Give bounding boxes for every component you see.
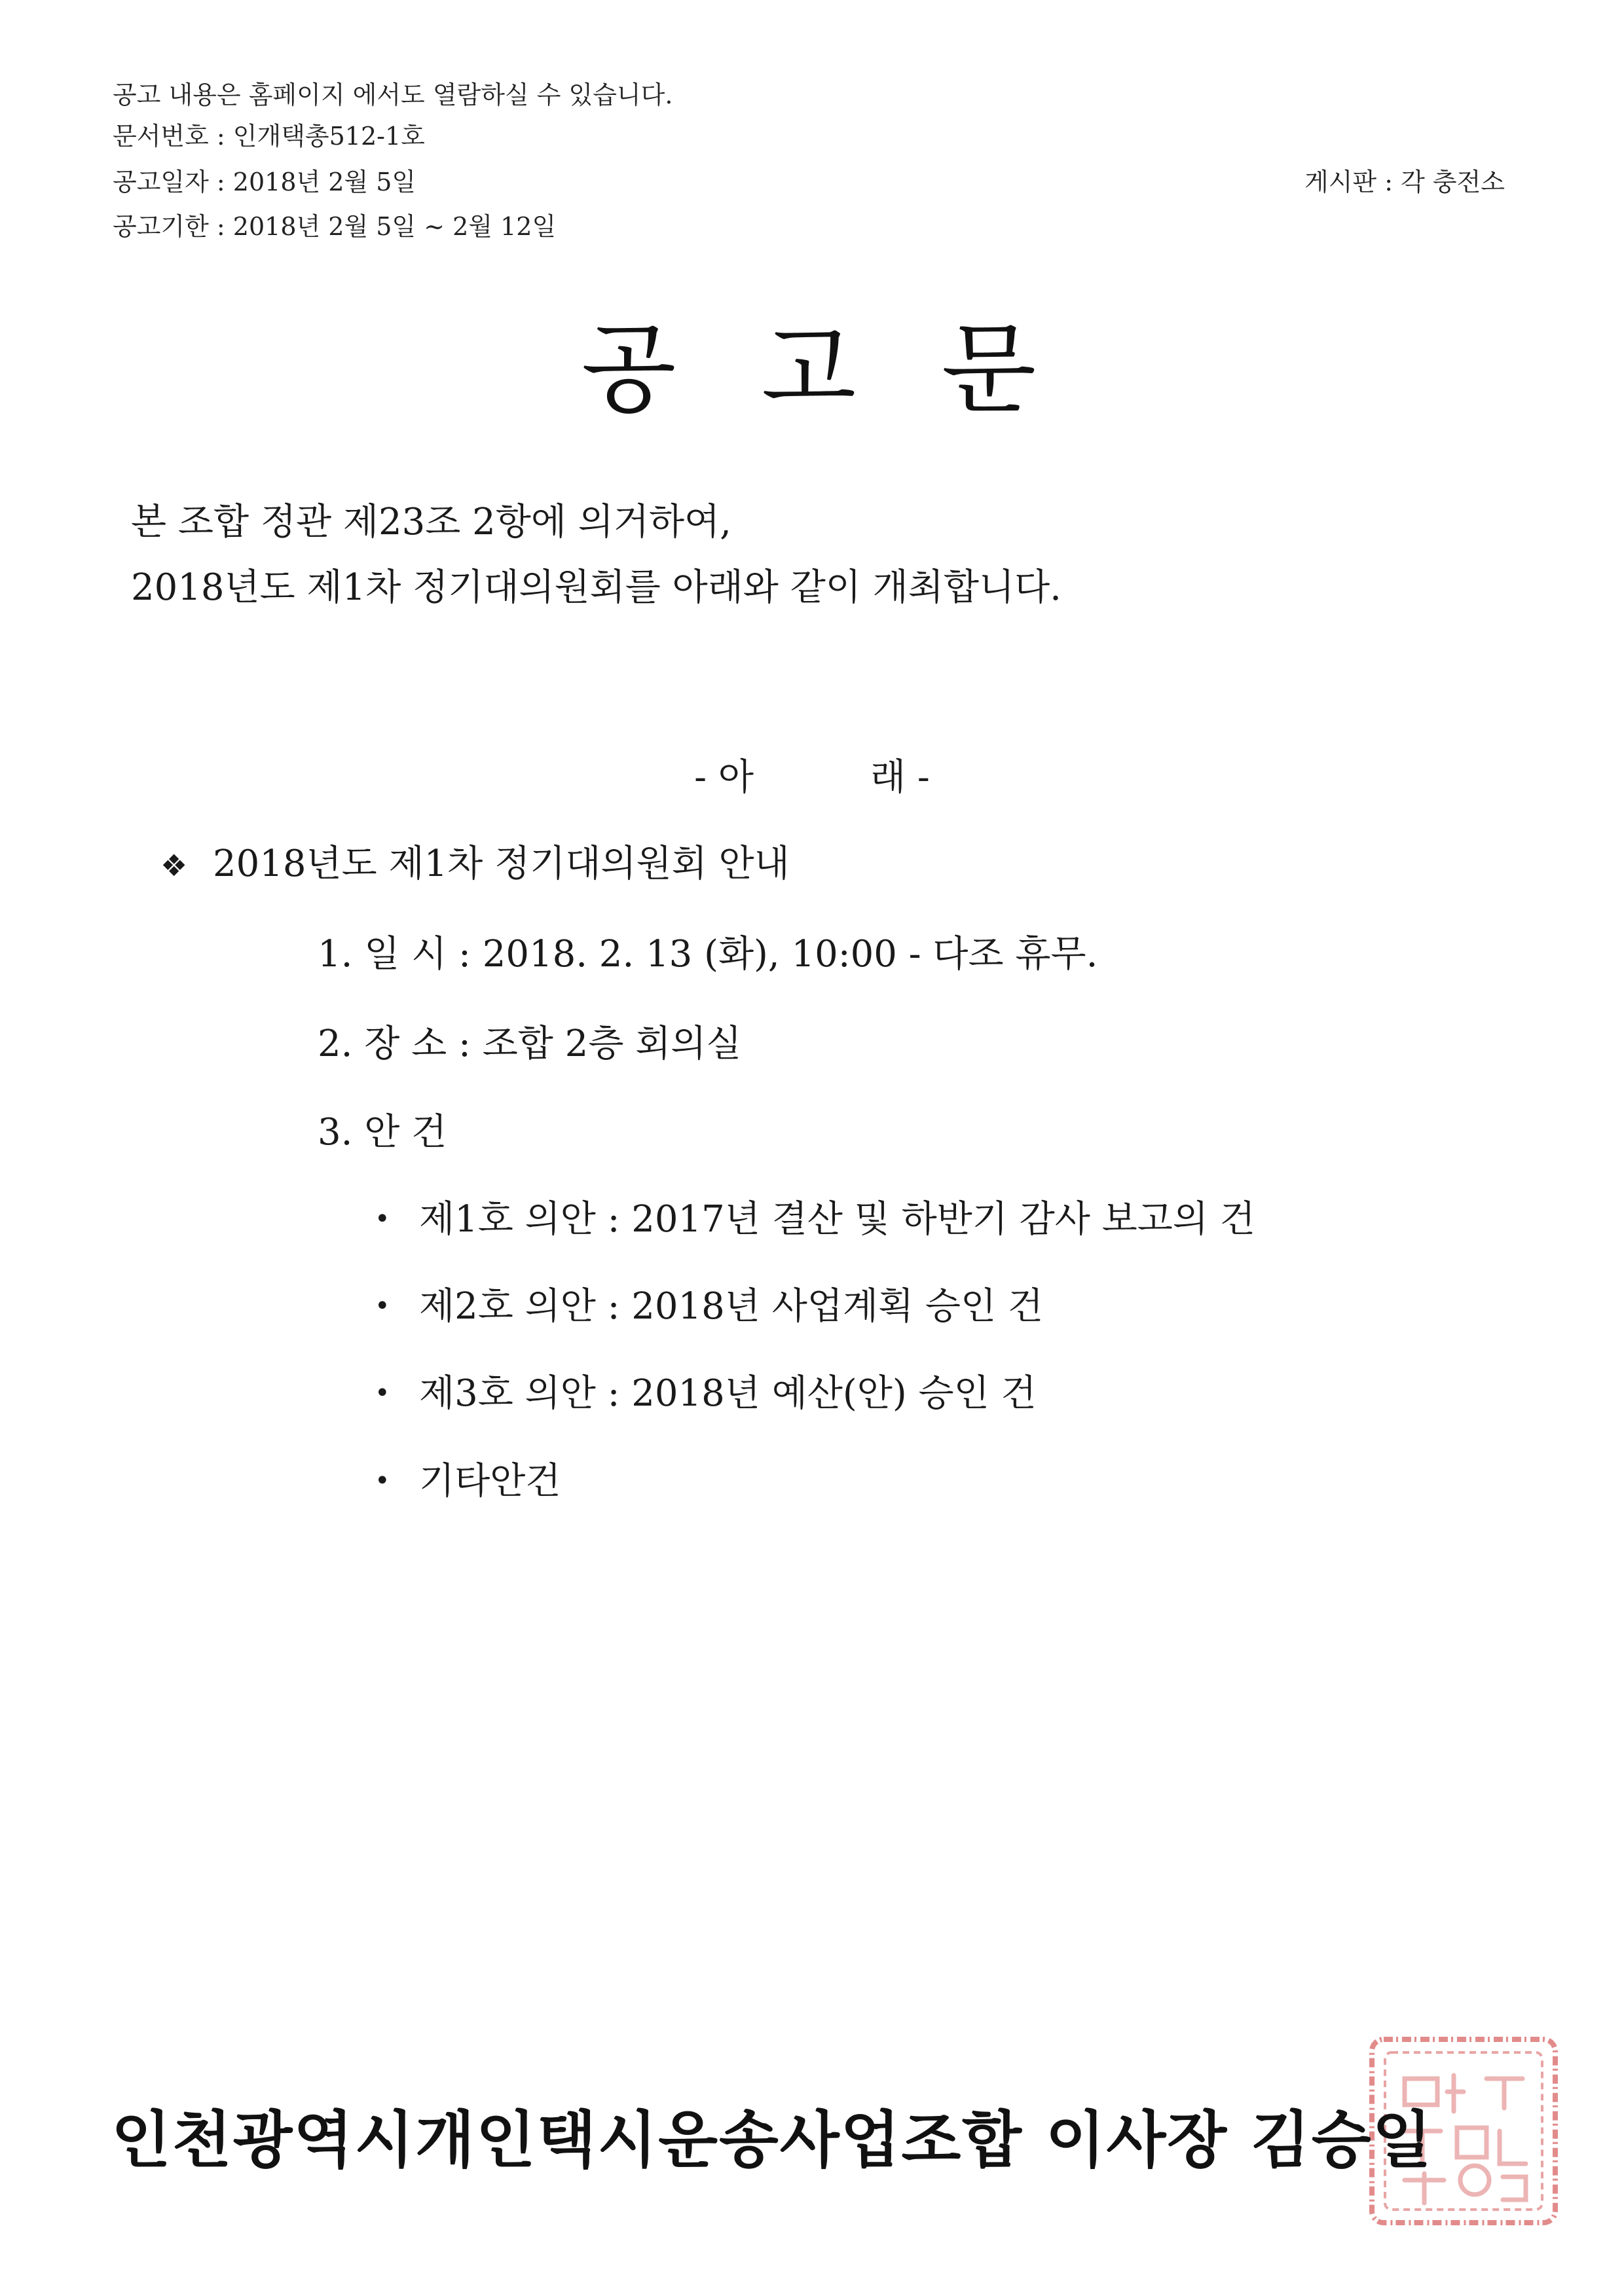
section-heading — [160, 838, 790, 892]
agenda-item — [375, 1193, 1255, 1246]
intro-line-1: 본 조합 정관 제23조 2항에 의거하여, — [131, 501, 731, 543]
bulletin-board: 게시판 : 각 충전소 — [1304, 168, 1505, 196]
title-char-2: 고 — [761, 313, 863, 427]
issuer-signature: 인천광역시개인택시운송사업조합 이사장 김승일 — [111, 2105, 1433, 2176]
bullet-dot-icon: • — [375, 1466, 390, 1496]
agenda-item-text: 제1호 의안 : 2017년 결산 및 하반기 감사 보고의 건 — [419, 1198, 1255, 1241]
notice-date: 공고일자 : 2018년 2월 5일 — [113, 168, 416, 196]
diamond-bullet-icon: ❖ — [160, 848, 188, 883]
bullet-dot-icon: • — [375, 1291, 390, 1321]
document-number: 문서번호 : 인개택총512-1호 — [113, 122, 425, 151]
agenda-item — [375, 1455, 561, 1508]
below-label: - 아 래 - — [694, 756, 930, 799]
title-char-1: 공 — [581, 313, 683, 427]
item-place: 2. 장 소 : 조합 2층 회의실 — [318, 1023, 742, 1065]
agenda-item — [375, 1280, 1043, 1333]
document-title — [0, 308, 1624, 432]
title-char-3: 문 — [941, 313, 1043, 427]
section-heading-text: 2018년도 제1차 정기대의원회 안내 — [213, 843, 790, 885]
notice-period: 공고기한 : 2018년 2월 5일 ~ 2월 12일 — [113, 212, 557, 241]
agenda-item — [375, 1367, 1037, 1420]
intro-line-2: 2018년도 제1차 정기대의원회를 아래와 같이 개최합니다. — [131, 566, 1061, 609]
item-datetime: 1. 일 시 : 2018. 2. 13 (화), 10:00 - 다조 휴무. — [318, 933, 1098, 975]
agenda-item-text: 기타안건 — [419, 1460, 561, 1503]
item-agenda: 3. 안 건 — [318, 1111, 447, 1154]
agenda-item-text: 제3호 의안 : 2018년 예산(안) 승인 건 — [419, 1372, 1037, 1415]
homepage-notice: 공고 내용은 홈페이지 에서도 열람하실 수 있습니다. — [113, 81, 673, 109]
bullet-dot-icon: • — [375, 1378, 390, 1408]
agenda-item-text: 제2호 의안 : 2018년 사업계획 승인 건 — [419, 1285, 1043, 1328]
bullet-dot-icon: • — [375, 1204, 390, 1234]
